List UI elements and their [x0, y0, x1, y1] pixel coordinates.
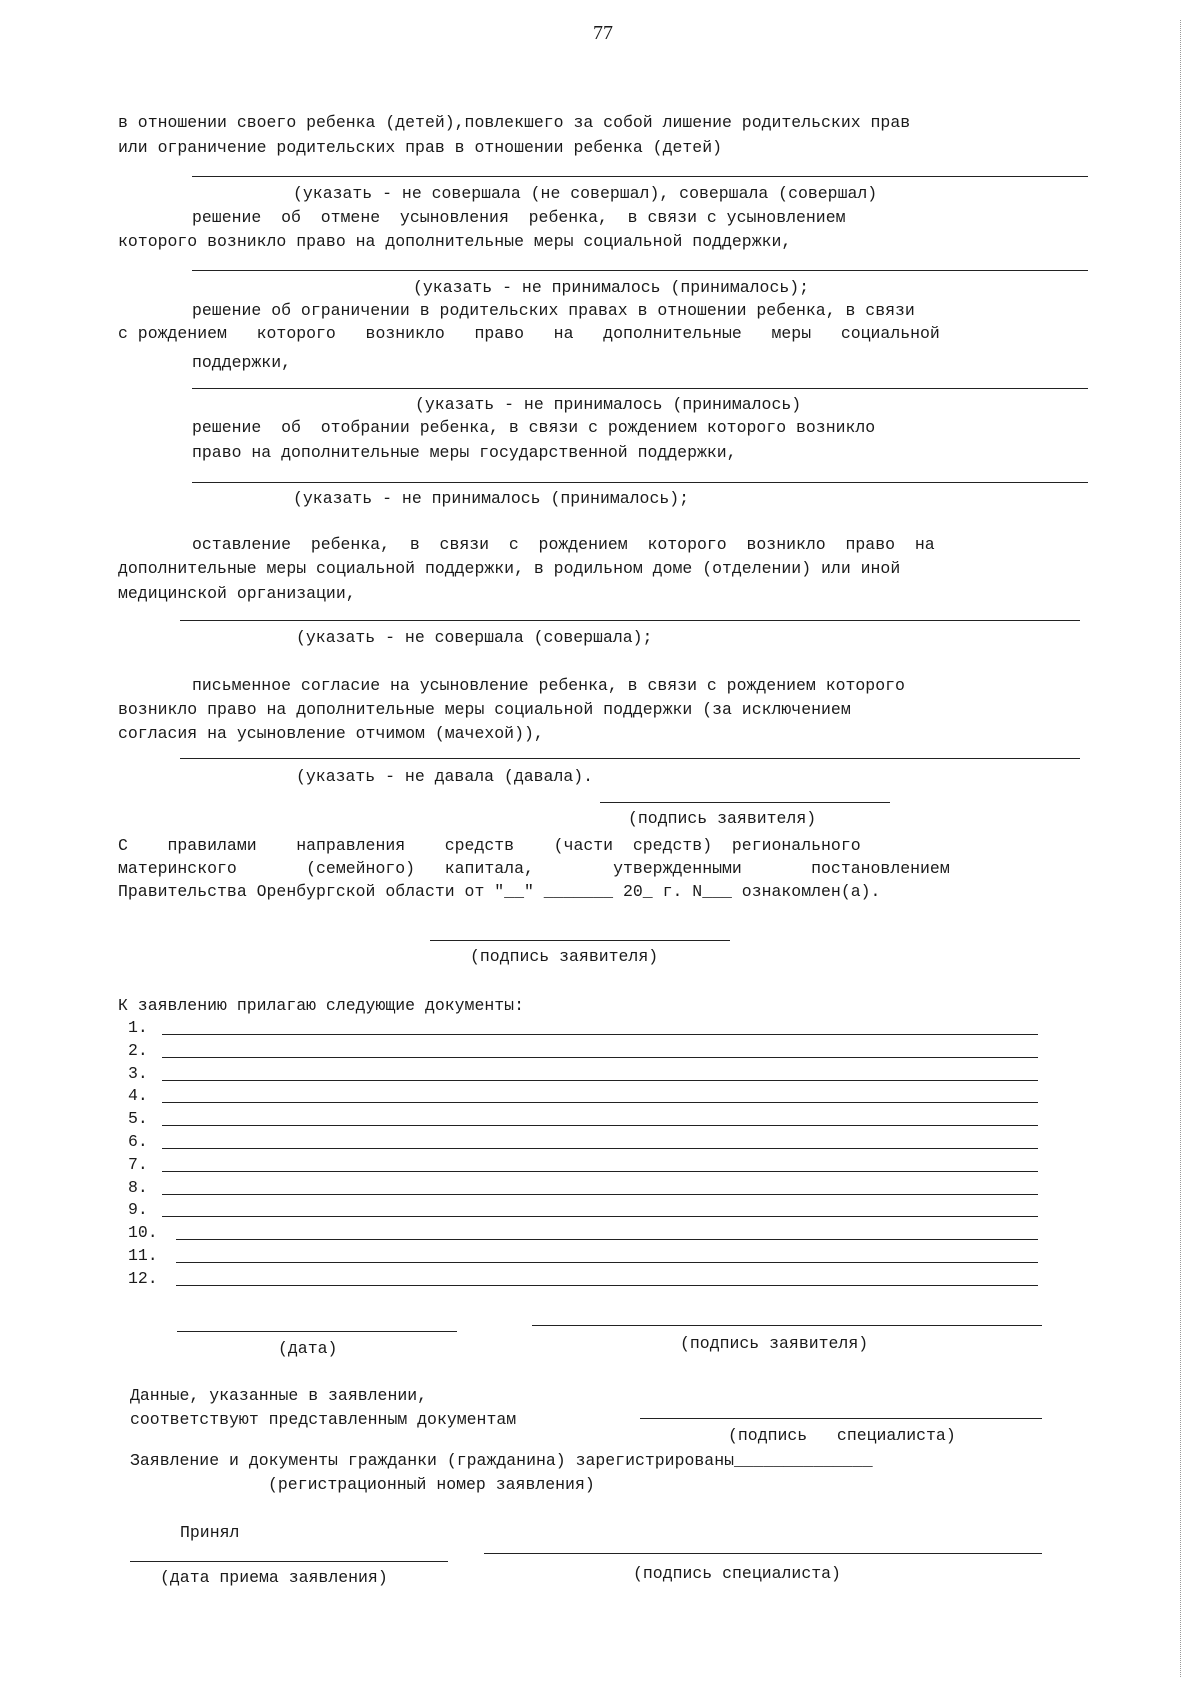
- document-item-line[interactable]: [176, 1239, 1038, 1240]
- section2-line2: которого возникло право на дополнительные меры социальной поддержки,: [118, 232, 792, 251]
- document-item-number: 2.: [128, 1041, 148, 1060]
- section1-answer-line[interactable]: [192, 176, 1088, 177]
- rules-line2: материнского (семейного) капитала, утвержденными постановлением: [118, 859, 950, 878]
- document-item-line[interactable]: [176, 1285, 1038, 1286]
- applicant-signature-label-1: (подпись заявителя): [628, 809, 817, 828]
- date-label: (дата): [278, 1339, 338, 1358]
- document-item-number: 7.: [128, 1155, 148, 1174]
- specialist-signature-label-2: (подпись специалиста): [633, 1564, 841, 1583]
- document-item-number: 3.: [128, 1064, 148, 1083]
- document-item-line[interactable]: [162, 1125, 1038, 1126]
- section5-answer-line[interactable]: [180, 620, 1080, 621]
- section2-line1: решение об отмене усыновления ребенка, в связи с усыновлением: [192, 208, 846, 227]
- document-item-line[interactable]: [162, 1216, 1038, 1217]
- section6-hint: (указать - не давала (давала).: [296, 767, 594, 786]
- document-item-number: 12.: [128, 1269, 158, 1288]
- page-edge: [1180, 20, 1181, 1677]
- date-line[interactable]: [177, 1331, 457, 1332]
- applicant-signature-label-3: (подпись заявителя): [680, 1334, 869, 1353]
- accepted-label: Принял: [180, 1523, 240, 1542]
- section2-answer-line[interactable]: [192, 270, 1088, 271]
- specialist-signature-line-2[interactable]: [484, 1553, 1042, 1554]
- specialist-signature-line-1[interactable]: [640, 1418, 1042, 1419]
- section5-hint: (указать - не совершала (совершала);: [296, 628, 653, 647]
- document-item-line[interactable]: [162, 1171, 1038, 1172]
- page-number: 77: [593, 22, 613, 44]
- section1-line1: в отношении своего ребенка (детей),повлекшего за собой лишение родительских прав: [118, 113, 911, 132]
- section6-line3: согласия на усыновление отчимом (мачехой)),: [118, 724, 544, 743]
- document-item-number: 9.: [128, 1200, 148, 1219]
- registration-hint: (регистрационный номер заявления): [268, 1475, 595, 1494]
- document-item-number: 11.: [128, 1246, 158, 1265]
- section5-line2: дополнительные меры социальной поддержки, в родильном доме (отделении) или иной: [118, 559, 901, 578]
- document-item-line[interactable]: [176, 1262, 1038, 1263]
- acceptance-date-label: (дата приема заявления): [160, 1568, 388, 1587]
- section4-hint: (указать - не принималось (принималось);: [293, 489, 690, 508]
- document-item-number: 1.: [128, 1018, 148, 1037]
- applicant-signature-line-3[interactable]: [532, 1325, 1042, 1326]
- document-item-line[interactable]: [162, 1080, 1038, 1081]
- documents-title: К заявлению прилагаю следующие документы:: [118, 996, 524, 1015]
- applicant-signature-line-2[interactable]: [430, 940, 730, 941]
- document-item-line[interactable]: [162, 1148, 1038, 1149]
- document-item-line[interactable]: [162, 1102, 1038, 1103]
- section5-line1: оставление ребенка, в связи с рождением которого возникло право на: [192, 535, 935, 554]
- document-item-number: 10.: [128, 1223, 158, 1242]
- registration-line: Заявление и документы гражданки (гражданина) зарегистрированы______________: [130, 1451, 873, 1470]
- section4-line1: решение об отобрании ребенка, в связи с рождением которого возникло: [192, 418, 876, 437]
- section6-line2: возникло право на дополнительные меры социальной поддержки (за исключением: [118, 700, 851, 719]
- section4-answer-line[interactable]: [192, 482, 1088, 483]
- specialist-signature-label-1: (подпись специалиста): [728, 1426, 956, 1445]
- acceptance-date-line[interactable]: [130, 1561, 448, 1562]
- verification-line1: Данные, указанные в заявлении,: [130, 1386, 428, 1405]
- document-item-line[interactable]: [162, 1057, 1038, 1058]
- document-item-number: 5.: [128, 1109, 148, 1128]
- section3-line1: решение об ограничении в родительских правах в отношении ребенка, в связи: [192, 301, 915, 320]
- section3-hint: (указать - не принималось (принималось): [415, 395, 802, 414]
- section2-hint: (указать - не принималось (принималось);: [413, 278, 810, 297]
- section6-answer-line[interactable]: [180, 758, 1080, 759]
- document-item-number: 8.: [128, 1178, 148, 1197]
- verification-line2: соответствуют представленным документам: [130, 1410, 517, 1429]
- section1-hint: (указать - не совершала (не совершал), совершала (совершал): [293, 184, 878, 203]
- applicant-signature-line-1[interactable]: [600, 802, 890, 803]
- section3-line2: с рождением которого возникло право на дополнительные меры социальной: [118, 324, 940, 343]
- section3-answer-line[interactable]: [192, 388, 1088, 389]
- rules-line1: С правилами направления средств (части средств) регионального: [118, 836, 861, 855]
- document-item-number: 4.: [128, 1086, 148, 1105]
- rules-line3: Правительства Оренбургской области от "__" _______ 20_ г. N___ ознакомлен(а).: [118, 882, 881, 901]
- section6-line1: письменное согласие на усыновление ребенка, в связи с рождением которого: [192, 676, 905, 695]
- document-item-line[interactable]: [162, 1194, 1038, 1195]
- applicant-signature-label-2: (подпись заявителя): [470, 947, 659, 966]
- section4-line2: право на дополнительные меры государственной поддержки,: [192, 443, 737, 462]
- section3-line3: поддержки,: [192, 353, 292, 372]
- section1-line2: или ограничение родительских прав в отношении ребенка (детей): [118, 138, 722, 157]
- section5-line3: медицинской организации,: [118, 584, 356, 603]
- document-item-line[interactable]: [162, 1034, 1038, 1035]
- document-item-number: 6.: [128, 1132, 148, 1151]
